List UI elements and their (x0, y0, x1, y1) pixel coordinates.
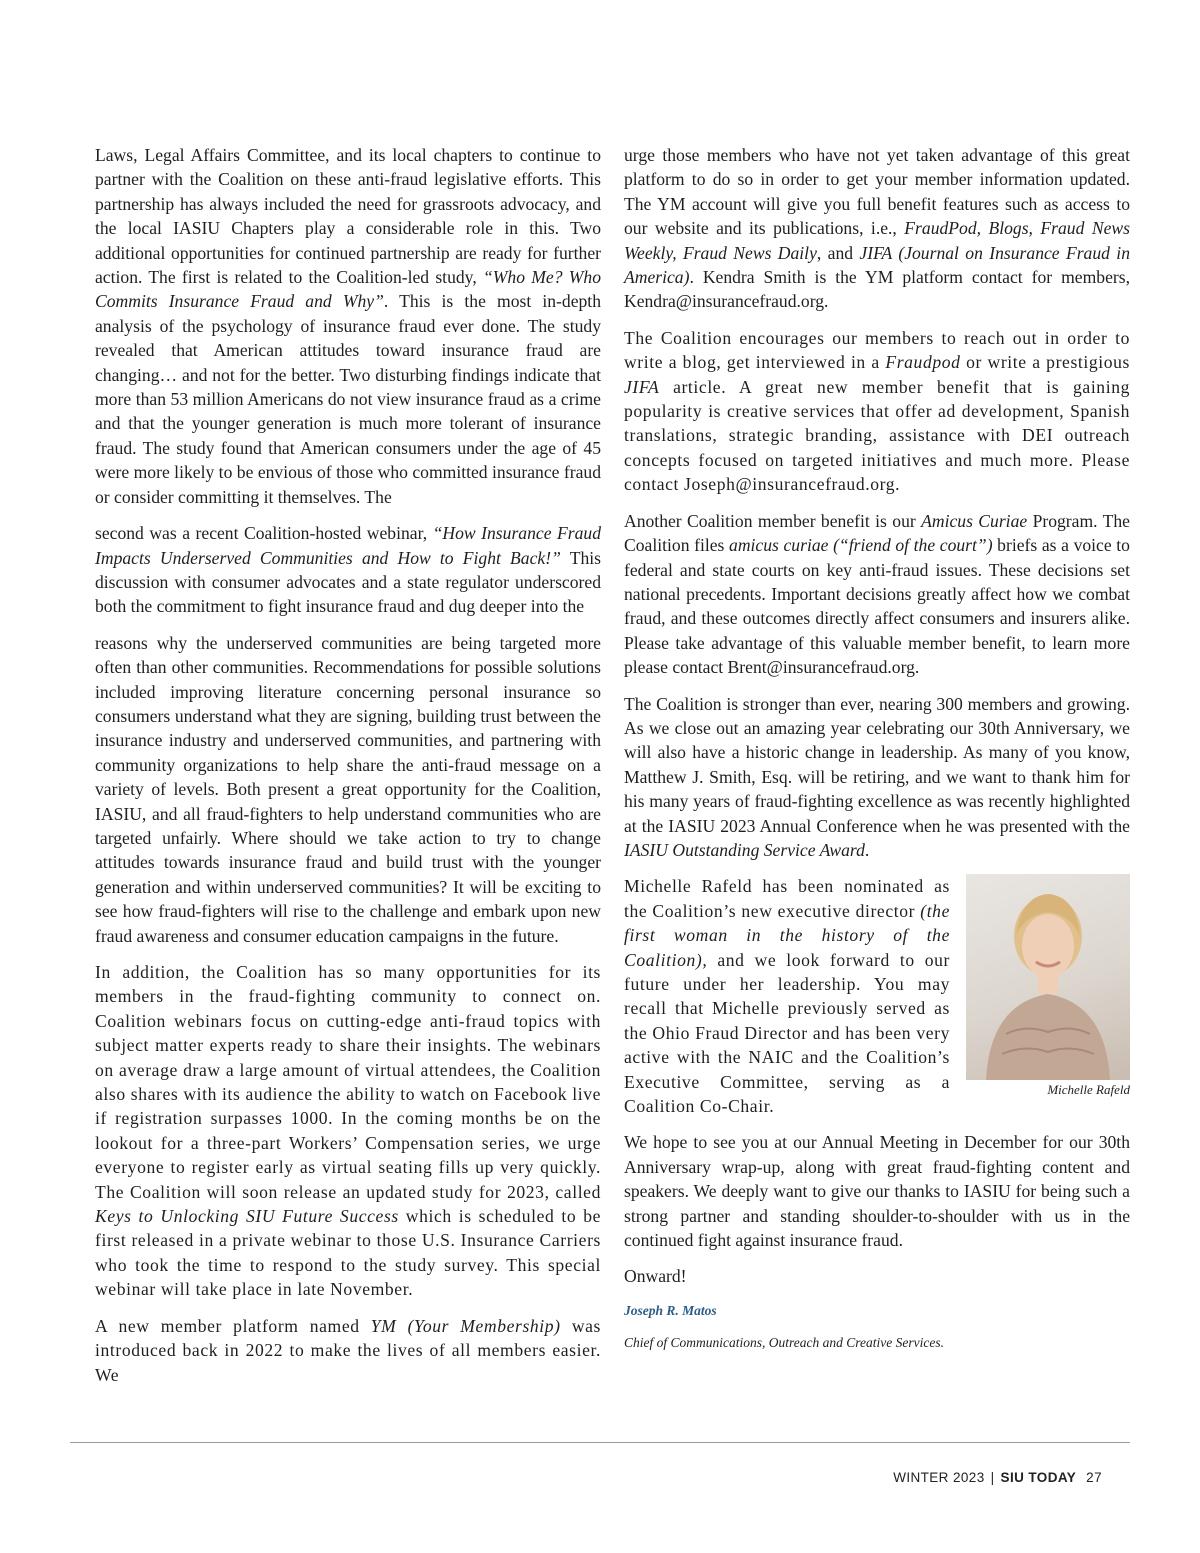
text-run-0: reasons why the underserved communities are being targeted more often than other communities. Recommendations for possible solutions included improving literature concerning personal insurance so consumers understand what they are signing, building trust between the insurance industry and underserved communities, and partnering with community organizations to help share the anti-fraud message on a variety of levels. Both present a great opportunity for the Coalition, IASIU, and all fraud-fighters to help understand communities who are targeted unfairly. Where should we take action to try to change attitudes towards insurance fraud and build trust with the younger generation and within underserved communities? It will be exciting to see how fraud-fighters will rise to the challenge and embark upon new fraud awareness and consumer education campaigns in the future. (95, 632, 601, 946)
footer-rule (70, 1442, 1130, 1443)
italic-run-3: JIFA (624, 376, 660, 397)
left-paragraph-1 (95, 143, 601, 509)
text-run-0: second was a recent Coalition-hosted webinar, (95, 523, 433, 544)
text-run-2: which is scheduled to be first released in a private webinar to those U.S. Insurance Carriers who took the time to respond to the study survey. This special webinar will take place in late November. (95, 1206, 601, 1300)
right-paragraph-2 (624, 326, 1130, 497)
portrait-figure (966, 874, 1130, 1098)
text-run-2: . This is the most in-depth analysis of the psychology of insurance fraud ever done. The study revealed that American attitudes toward insurance fraud are changing… and not for the better. Two disturbing findings indicate that more than 53 million Americans do not view insurance fraud as a crime and that the younger generation is much more tolerant of insurance fraud. The study found that American consumers under the age of 45 were more likely to be envious of those who committed insurance fraud or consider committing it themselves. The (95, 291, 601, 507)
text-run-0: A new member platform named (95, 1315, 371, 1336)
page-footer (893, 1470, 1102, 1485)
italic-run-1: Amicus Curiae (921, 510, 1028, 531)
portrait-photo (966, 874, 1130, 1080)
left-paragraph-2 (95, 521, 601, 619)
text-run-0: Onward! (624, 1266, 687, 1287)
text-run-0: The Coalition encourages our members to reach out in order to write a blog, get interviewed in a (624, 327, 1130, 373)
left-column (95, 143, 601, 1399)
right-paragraph-7 (624, 1264, 1130, 1288)
right-paragraph-3 (624, 509, 1130, 680)
right-paragraph-1 (624, 143, 1130, 314)
text-run-0: The Coalition is stronger than ever, nearing 300 members and growing. As we close out an amazing year celebrating our 30th Anniversary, we will also have a historic change in leadership. As many of you know, Matthew J. Smith, Esq. will be retiring, and we want to thank him for his many years of fraud-fighting excellence as was recently highlighted at the IASIU 2023 Annual Conference when he was presented with the (624, 693, 1130, 836)
text-run-2: and we look forward to our future under her leadership. You may recall that Michelle previously served as the Ohio Fraud Director and has been very active with the NAIC and the Coalition’s Executive Committee, serving as a Coalition Co-Chair. (624, 949, 950, 1117)
italic-run-1: “Who Me? Who Commits Insurance Fraud and Why” (95, 267, 602, 312)
italic-run-1: “How Insurance Fraud Impacts Underserved Communities and How to Fight Back!” (95, 523, 601, 568)
text-run-2: , and (816, 242, 860, 263)
text-run-0: We hope to see you at our Annual Meeting in December for our 30th Anniversary wrap-up, along with great fraud-fighting content and speakers. We deeply want to give our thanks to IASIU for being such a strong partner and standing shoulder-to-shoulder with us in the continued fight against insurance fraud. (624, 1132, 1130, 1251)
left-paragraph-4 (95, 960, 601, 1302)
footer-magazine-name: SIU TODAY (1000, 1470, 1077, 1485)
text-run-0: Another Coalition member benefit is our (624, 510, 922, 531)
text-run-0: Michelle Rafeld has been nominated as the Coalition’s new executive director (624, 876, 950, 921)
portrait-caption: Michelle Rafeld (1047, 1082, 1130, 1098)
text-run-2: . (864, 839, 870, 860)
italic-run-1: Fraudpod (885, 352, 961, 373)
right-paragraph-6 (624, 1130, 1130, 1252)
signature-name: Joseph R. Matos (624, 1302, 717, 1318)
footer-separator: | (990, 1470, 995, 1485)
text-run-0: In addition, the Coalition has so many opportunities for its members in the fraud-fighting community to connect on. Coalition webinars focus on cutting-edge anti-fraud topics with subject matter experts ready to share their insights. The webinars on average draw a large amount of virtual attendees, the Coalition also shares with its audience the ability to watch on Facebook live if registration surpasses 1000. In the coming months be on the lookout for a three-part Workers’ Compensation series, we urge everyone to register early as virtual seating fills up very quickly. The Coalition will soon release an updated study for 2023, called (95, 962, 601, 1202)
italic-run-1: IASIU Outstanding Service Award (624, 839, 865, 860)
page-number: 27 (1086, 1470, 1102, 1485)
text-run-0: urge those members who have not yet taken advantage of this great platform to do so in order to get your member information updated. The YM account will give you full benefit features such as access to our website and its publications, i.e., (624, 145, 1130, 239)
text-run-2: Program. The Coalition files (624, 510, 1130, 556)
text-run-2: was introduced back in 2022 to make the lives of all members easier. We (95, 1315, 601, 1385)
text-run-2: or write a prestigious (960, 352, 1130, 373)
right-paragraph-4 (624, 692, 1130, 863)
italic-run-1: Keys to Unlocking SIU Future Success (95, 1206, 399, 1227)
italic-run-1: (the first woman in the history of the Coalition), (624, 900, 950, 970)
signature-title: Chief of Communications, Outreach and Creative Services. (624, 1334, 944, 1350)
text-run-0: Laws, Legal Affairs Committee, and its local chapters to continue to partner with the Coalition on these anti-fraud legislative efforts. This partnership has always included the need for grassroots advocacy, and the local IASIU Chapters play a considerable role in this. Two additional opportunities for continued partnership are ready for further action. The first is related to the Coalition-led study, (95, 145, 601, 288)
left-paragraph-3 (95, 631, 601, 948)
footer-issue: WINTER 2023 (893, 1470, 985, 1485)
text-run-4: . Kendra Smith is the YM platform contact for members, Kendra@insurancefraud.org. (624, 267, 1130, 312)
italic-run-1: FraudPod, Blogs, Fraud News Weekly, Fraud News Daily (624, 218, 1130, 263)
portrait-illustration (966, 874, 1130, 1080)
italic-run-3: amicus curiae (“friend of the court”) (729, 535, 993, 556)
right-column (624, 143, 1130, 1365)
italic-run-1: YM (Your Membership) (370, 1315, 561, 1336)
text-run-2: This discussion with consumer advocates and a state regulator underscored both the commitment to fight insurance fraud and dug deeper into the (95, 547, 601, 617)
text-run-4: article. A great new member benefit that is gaining popularity is creative services that offer ad development, Spanish translations, strategic branding, assistance with DEI outreach concepts focused on targeted initiatives and much more. Please contact Joseph@insurancefraud.org. (624, 376, 1130, 495)
text-run-4: briefs as a voice to federal and state courts on key anti-fraud issues. These decisions set national precedents. Important decisions greatly affect how we combat fraud, and these outcomes directly affect consumers and insurers alike. Please take advantage of this valuable member benefit, to learn more please contact Brent@insurancefraud.org. (624, 535, 1130, 678)
italic-run-3: JIFA (Journal on Insurance Fraud in America) (624, 242, 1130, 288)
left-paragraph-5 (95, 1314, 601, 1387)
